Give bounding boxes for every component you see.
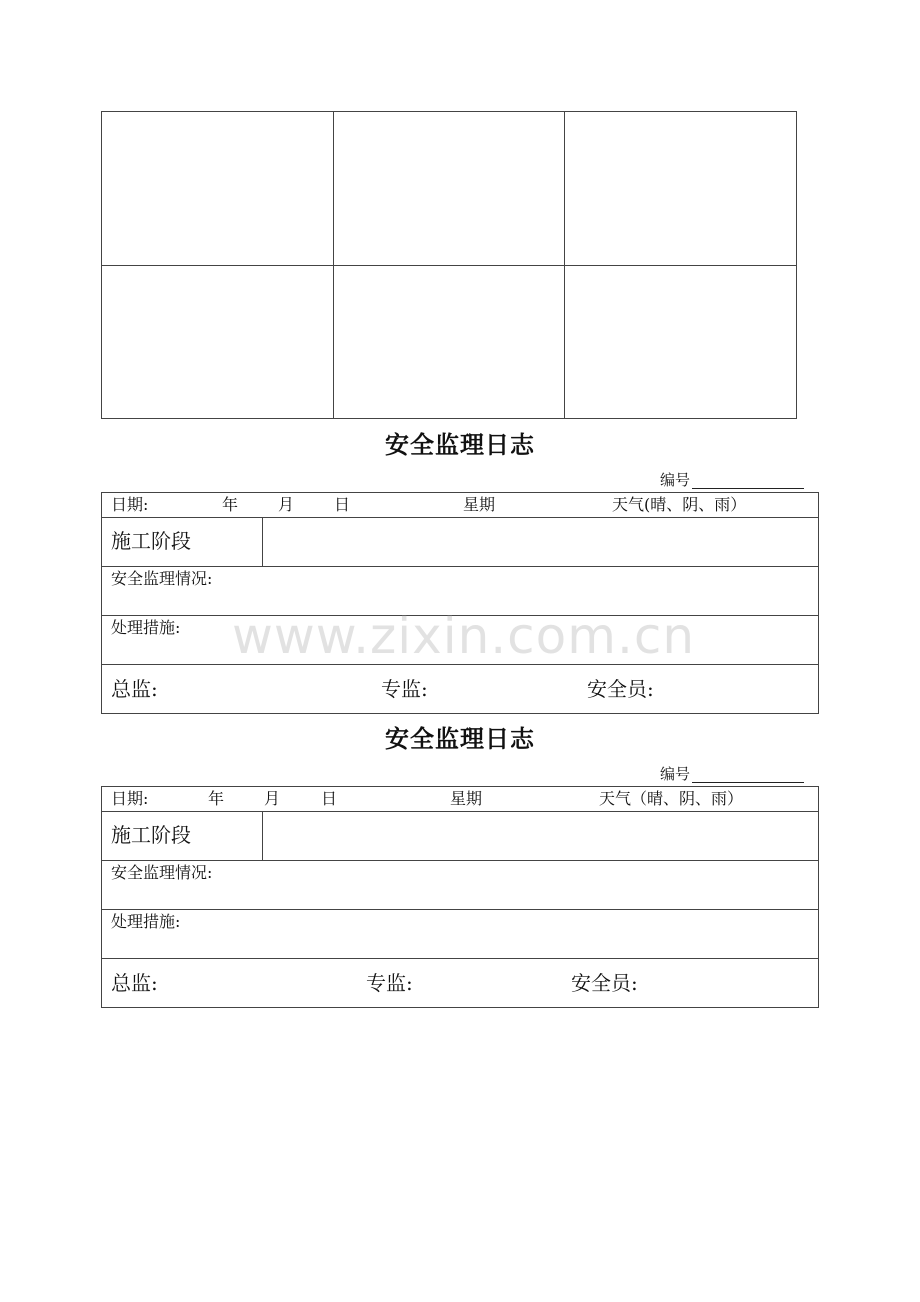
- safety-officer-label: 安全员:: [587, 677, 654, 701]
- serial-number[interactable]: [660, 765, 810, 783]
- signature-row: [102, 959, 818, 1007]
- watermark: www.zixin.com.cn: [232, 607, 696, 665]
- log-table: [101, 786, 819, 1008]
- month-label: 月: [264, 789, 281, 808]
- serial-input-line[interactable]: [692, 474, 804, 489]
- situation-row: [102, 861, 818, 910]
- chief-supervisor-label: 总监:: [111, 677, 158, 701]
- log-title: 安全监理日志: [385, 430, 535, 459]
- measures-label: 处理措施:: [111, 912, 181, 931]
- signature-row: [102, 665, 818, 713]
- specialist-supervisor-label: 专监:: [366, 971, 413, 995]
- year-label: 年: [208, 789, 225, 808]
- serial-number[interactable]: [660, 471, 810, 489]
- photo-cell: [102, 265, 334, 419]
- log-table: [101, 492, 819, 714]
- situation-label: 安全监理情况:: [111, 569, 213, 588]
- serial-label: 编号: [660, 765, 691, 783]
- stage-row: [102, 812, 818, 861]
- day-label: 日: [334, 495, 351, 514]
- stage-label: 施工阶段: [111, 529, 191, 553]
- day-label: 日: [321, 789, 338, 808]
- photo-cell: [565, 265, 797, 419]
- stage-label: 施工阶段: [111, 823, 191, 847]
- date-label: 日期:: [111, 789, 149, 808]
- photo-grid: [101, 111, 797, 419]
- measures-label: 处理措施:: [111, 618, 181, 637]
- date-row: [102, 787, 818, 812]
- date-row: [102, 493, 818, 518]
- stage-label-cell: [102, 518, 263, 566]
- photo-cell: [565, 112, 797, 266]
- weather-label: 天气(晴、阴、雨）: [612, 495, 747, 514]
- safety-officer-label: 安全员:: [571, 971, 638, 995]
- weather-label: 天气（晴、阴、雨）: [599, 789, 744, 808]
- specialist-supervisor-label: 专监:: [381, 677, 428, 701]
- photo-cell: [333, 265, 565, 419]
- photo-cell: [333, 112, 565, 266]
- month-label: 月: [278, 495, 295, 514]
- photo-cell: [102, 112, 334, 266]
- situation-label: 安全监理情况:: [111, 863, 213, 882]
- serial-label: 编号: [660, 471, 691, 489]
- chief-supervisor-label: 总监:: [111, 971, 158, 995]
- measures-row: [102, 910, 818, 959]
- stage-row: [102, 518, 818, 567]
- year-label: 年: [222, 495, 239, 514]
- date-label: 日期:: [111, 495, 149, 514]
- weekday-label: 星期: [463, 495, 496, 514]
- serial-input-line[interactable]: [692, 768, 804, 783]
- stage-label-cell: [102, 812, 263, 860]
- weekday-label: 星期: [450, 789, 483, 808]
- log-title: 安全监理日志: [385, 724, 535, 753]
